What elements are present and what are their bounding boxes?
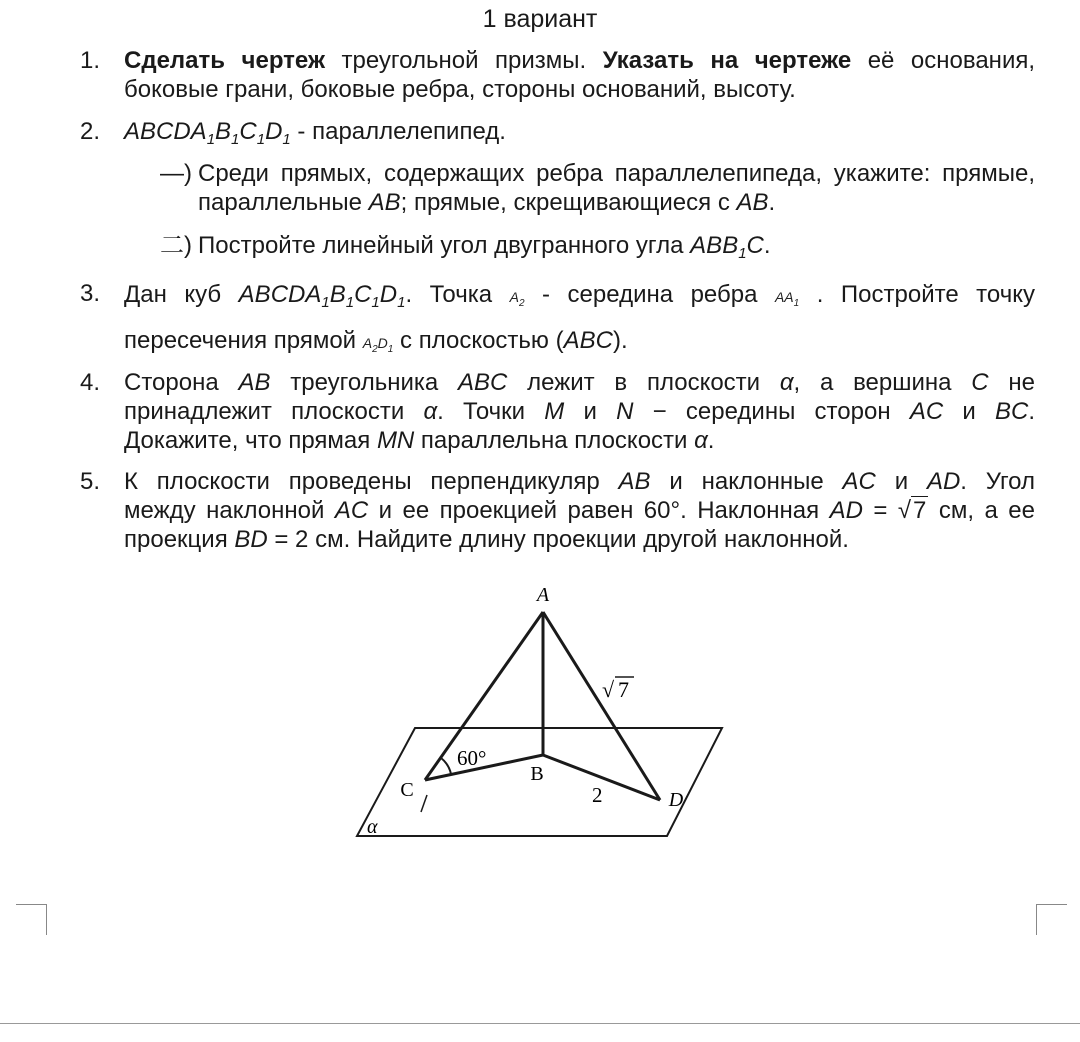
page-bottom-divider — [0, 1023, 1080, 1024]
task-text-line-2: принадлежит плоскости α. Точки M и N − середины сторон AC и BC. — [124, 398, 1036, 425]
line-a2d1: $A_2D_1$ — [362, 334, 394, 355]
subitem-marker: 二) — [160, 232, 192, 259]
page-corner-left — [16, 904, 47, 935]
task-number: 4. — [80, 369, 101, 396]
angle-arc — [441, 758, 451, 774]
task-text: Сделать чертеж треугольной призмы. Указать на чертеже её основания, боковые грани, боковые ребра, стороны оснований, высоту. — [124, 47, 1036, 103]
task-number: 5. — [80, 468, 101, 495]
edge-aa1: $AA_1$ — [774, 289, 800, 309]
task-number: 2. — [80, 118, 101, 145]
task-number: 3. — [80, 280, 101, 307]
label-a: A — [536, 584, 550, 606]
task-number: 1. — [80, 47, 101, 74]
label-b: B — [530, 763, 544, 785]
task-text-line-1: К плоскости проведены перпендикуляр AB и наклонные AC и AD. Угол — [124, 468, 1036, 495]
plane-tick — [421, 795, 427, 812]
task-text-line-2: пересечения прямой $A_2D_1$ с плоскостью (ABC). — [124, 326, 628, 355]
subitem-marker: —) — [160, 160, 192, 187]
task-text-line-3: Докажите, что прямая MN параллельна плоскости α. — [124, 427, 715, 454]
task-text-line-1: Дан куб $ABCDA_1B_1C_1D_1$. Точка $A_2$ - середина ребра $AA_1$ . Постройте точку — [124, 281, 1036, 311]
task-text-line-1: Сторона AB треугольника ABC лежит в плоскости α, а вершина C не — [124, 369, 1035, 396]
label-alpha: α — [367, 816, 378, 838]
task-text: $ABCDA_1B_1C_1D_1$ - параллелепипед. — [124, 118, 506, 148]
label-d: D — [668, 789, 684, 811]
label-angle-60: 60° — [457, 746, 487, 770]
subitem-text: Среди прямых, содержащих ребра параллелепипеда, укажите: прямые, параллельные AB; прямые, скрещивающиеся с AB. — [198, 160, 1035, 216]
label-sqrt-val: 7 — [618, 677, 629, 702]
task-text-line-2: между наклонной AC и ее проекцией равен 60°. Наклонная AD = √7 см, а ее — [124, 497, 1035, 524]
sqrt-seven: √7 — [897, 497, 927, 524]
subitem-text: Постройте линейный угол двугранного угла $ABB_1C$. — [198, 232, 771, 262]
label-sqrt-sign: √ — [602, 677, 615, 702]
page-title: 1 вариант — [482, 5, 598, 33]
label-bd-length: 2 — [592, 783, 603, 807]
page-corner-right — [1036, 904, 1067, 935]
label-c: C — [400, 779, 414, 801]
segment-ad — [543, 612, 660, 800]
point-a2: $A_2$ — [509, 289, 525, 309]
task-text-line-3: проекция BD = 2 см. Найдите длину проекции другой наклонной. — [124, 526, 849, 553]
